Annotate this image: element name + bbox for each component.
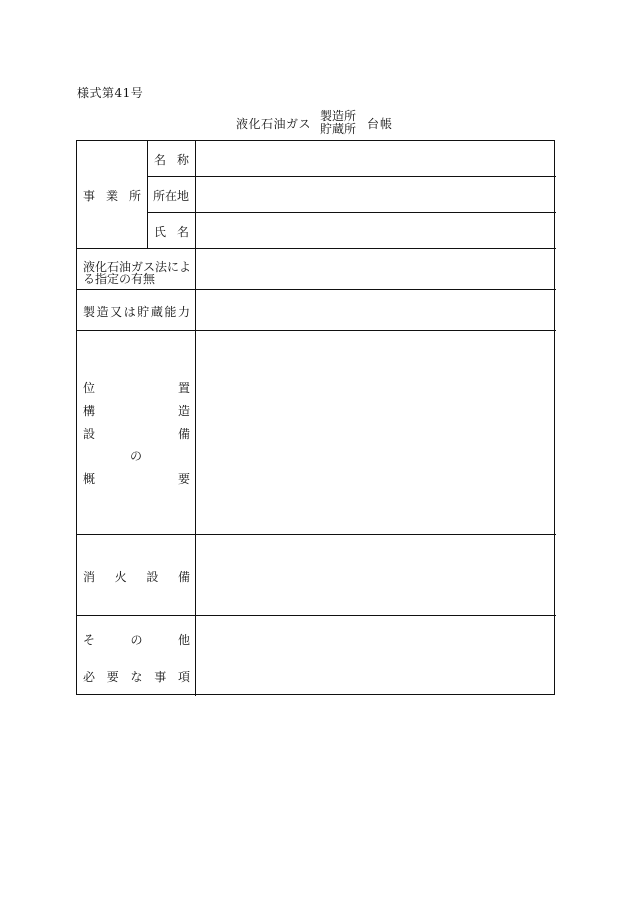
business-label-char: 所 [128, 189, 141, 203]
divider-row-name [147, 176, 556, 177]
other-label-line2 [83, 668, 190, 685]
other-char: 要 [106, 670, 119, 684]
overview-label-row4: の [130, 449, 143, 463]
divider-inner-label [147, 141, 148, 248]
name-label-char: 称 [176, 153, 189, 167]
title-option-manufacture: 製造所 [320, 109, 357, 123]
capacity-label-char: は [123, 305, 136, 319]
overview-char: 置 [177, 381, 190, 395]
fire-equipment-char: 消 [83, 570, 96, 584]
overview-char: 要 [177, 472, 190, 486]
fire-equipment-char: 火 [114, 570, 127, 584]
other-char: そ [83, 633, 96, 647]
business-label-char: 業 [105, 189, 118, 203]
title-option-storage: 貯蔵所 [320, 122, 357, 136]
fire-equipment-char: 設 [146, 570, 159, 584]
capacity-label-char: 造 [96, 305, 109, 319]
divider-row-capacity [77, 330, 556, 331]
overview-char: 概 [83, 472, 96, 486]
capacity-label-char: 貯 [137, 305, 150, 319]
person-label [154, 223, 189, 240]
other-char: 事 [154, 670, 167, 684]
name-label-char: 名 [154, 153, 167, 167]
overview-label-row2 [83, 402, 190, 419]
other-label-line1 [83, 631, 190, 648]
title-main: 液化石油ガス [236, 117, 312, 131]
person-label-char: 氏 [154, 225, 167, 239]
capacity-label-char: 又 [110, 305, 123, 319]
overview-char: 造 [177, 404, 190, 418]
divider-row-fire [77, 615, 556, 616]
overview-char: 構 [83, 404, 96, 418]
business-label-char: 事 [83, 189, 96, 203]
business-label [83, 187, 141, 204]
capacity-label [83, 303, 190, 320]
capacity-label-char: 蔵 [150, 305, 163, 319]
fire-equipment-label [83, 568, 190, 585]
title-tail: 台帳 [367, 117, 394, 131]
form-number: 様式第41号 [77, 86, 144, 100]
capacity-label-char: 力 [177, 305, 190, 319]
location-label: 所在地 [153, 189, 190, 203]
overview-label-row1 [83, 379, 190, 396]
other-char: 必 [83, 670, 96, 684]
divider-label-value [195, 141, 196, 696]
other-char: な [130, 670, 143, 684]
fire-equipment-char: 備 [177, 570, 190, 584]
designation-label-line1: 液化石油ガス法によ [83, 260, 192, 274]
overview-label-row5 [83, 470, 190, 487]
divider-row-designation [77, 289, 556, 290]
capacity-label-char: 能 [164, 305, 177, 319]
name-label [154, 151, 189, 168]
overview-label-row3 [83, 425, 190, 442]
designation-label-line2: る指定の有無 [83, 272, 156, 286]
other-char: 他 [177, 633, 190, 647]
divider-row-business [77, 248, 556, 249]
capacity-label-char: 製 [83, 305, 96, 319]
ledger-table [76, 140, 555, 695]
other-char: 項 [177, 670, 190, 684]
overview-char: 備 [177, 427, 190, 441]
divider-row-location [147, 212, 556, 213]
overview-char: 位 [83, 381, 96, 395]
overview-char: 設 [83, 427, 96, 441]
divider-row-overview [77, 534, 556, 535]
person-label-char: 名 [176, 225, 189, 239]
other-char: の [130, 633, 143, 647]
